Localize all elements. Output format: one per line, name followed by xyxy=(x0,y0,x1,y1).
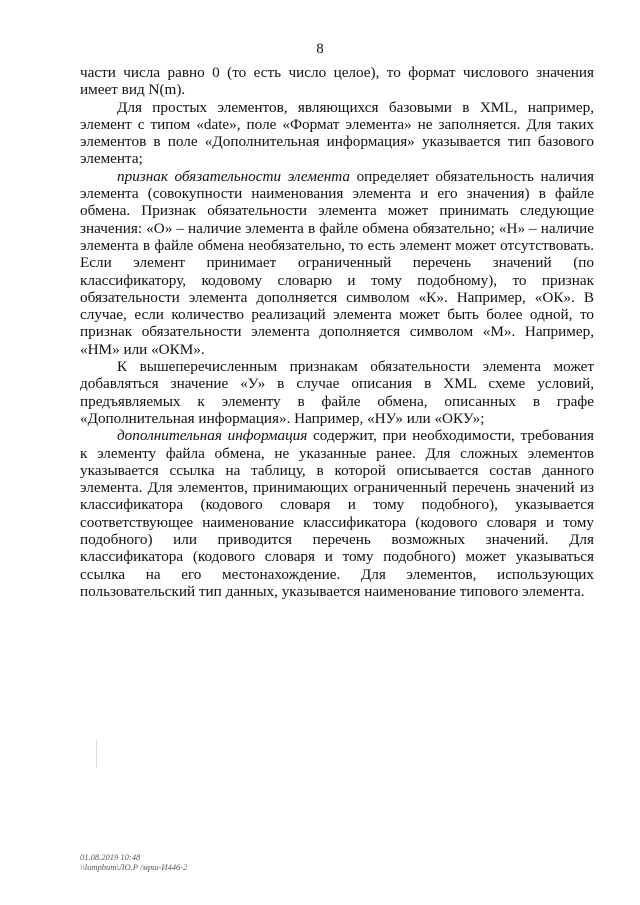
footer-path: \\lumpbum\ЛО.Р /мрш-И446-2 xyxy=(80,862,188,872)
footer-timestamp: 01.08.2019 10:48 xyxy=(80,852,141,862)
footer-stamp xyxy=(80,852,187,872)
page-number: 8 xyxy=(316,41,324,57)
margin-mark xyxy=(96,740,97,768)
paragraph-4: К вышеперечисленным признакам обязательности элемента может добавляться значение «У» в случае описания в XML схеме условий, предъявляемых к элементу в файле обмена, описанных в графе «Дополнительная информация». Например, «НУ» или «ОКУ»; xyxy=(80,358,594,427)
paragraph-3-text: определяет обязательность наличия элемента (совокупности наименования элемента и его значения) в файле обмена. Признак обязательности элемента может принимать следующие значения: «О» – наличие элемента в файле обмена обязательно; «Н» – наличие элемента в файле обмена необязательно, то есть элемент может отсутствовать. Если элемент принимает ограниченный перечень значений (по классификатору, кодовому словарю и тому подобному), то признак обязательности элемента дополняется символом «К». Например, «ОК». В случае, если количество реализаций элемента может быть более одной, то признак обязательности элемента дополняется символом «М». Например, «НМ» или «ОКМ». xyxy=(80,167,594,358)
term-additional-info: дополнительная информация xyxy=(117,427,308,445)
paragraph-5-text: содержит, при необходимости, требования к элементу файла обмена, не указанные ранее. Для сложных элементов указывается ссылка на таблицу, в которой описывается состав данного элемента. Для элементов, принимающих ограниченный перечень значений из классификатора (кодового словаря и тому подобного), указывается соответствующее наименование классификатора (кодового словаря и тому подобного) или приводится перечень возможных значений. Для классификатора (кодового словаря и тому подобного) может указываться ссылка на его местонахождение. Для элементов, использующих пользовательский тип данных, указывается наименование типового элемента. xyxy=(80,427,594,600)
paragraph-3 xyxy=(80,168,594,358)
paragraph-1: части числа равно 0 (то есть число целое), то формат числового значения имеет вид N(m). xyxy=(80,64,594,99)
document-body xyxy=(80,64,594,600)
paragraph-5 xyxy=(80,427,594,600)
paragraph-2: Для простых элементов, являющихся базовыми в XML, например, элемент с типом «date», поле «Формат элемента» не заполняется. Для таких элементов в поле «Дополнительная информация» указывается тип базового элемента; xyxy=(80,98,594,168)
term-mandatory-flag: признак обязательности элемента xyxy=(117,167,350,185)
